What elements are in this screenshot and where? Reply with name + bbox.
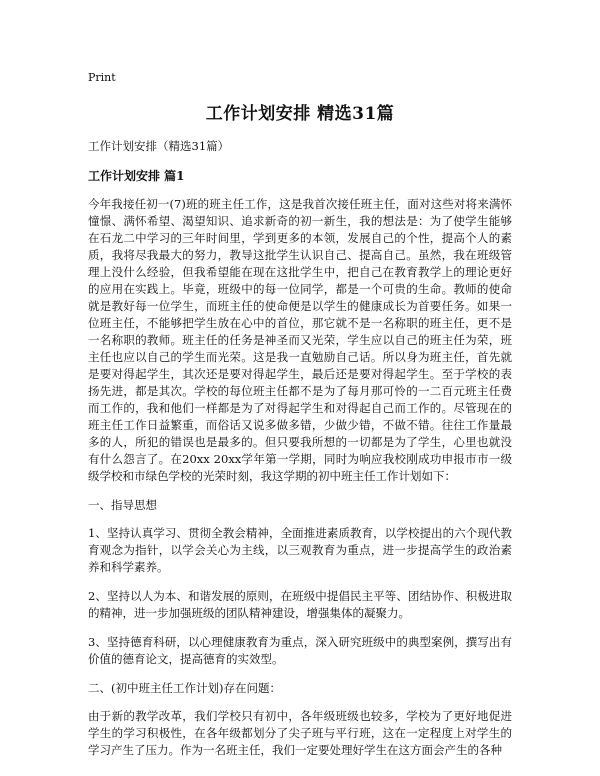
intro-paragraph: 今年我接任初一(7)班的班主任工作，这是我首次接任班主任，面对这些对将来满怀憧憬、满怀希望、渴望知识、追求新奇的初一新生，我的想法是：为了使学生能够在石龙二中学习的三年时间里，学到更多的本领，发展自己的个性，提高个人的素质，我将尽我最大的努力，教导这批学生认识自己、提高自己。虽然，我在班级管理上没什么经验，但我希望能在现在这批学生中，把自己在教育教学上的理论更好的应用在实践上。毕竟，班级中的每一位同学，都是一个可贵的生命。教师的使命就是教好每一位学生，而班主任的使命便是以学生的健康成长为首要任务。如果一位班主任，不能够把学生放在心中的首位，那它就不是一名称职的班主任，更不是一名称职的教师。班主任的任务是神圣而又光荣，学生应以自己的班主任为荣，班主任也应以自己的学生而光荣。这是我一直勉励自己话。所以身为班主任，首先就是要对得起学生，其次还是要对得起学生，最后还是要对得起学生。至于学校的表扬先进，都是其次。学校的每位班主任都不是为了每月那可怜的一二百元班主任费而工作的，我和他们一样都是为了对得起学生和对得起自己而工作的。尽管现在的班主任工作日益繁重，而俗话又说多做多错，少做少错，不做不错。往往工作量最多的人，所犯的错误也是最多的。但只要我所想的一切都是为了学生，心里也就没有什么怨言了。在20xx 20xx学年第一学期，同时为响应我校刚成功申报市市一级级学校和市绿色学校的光荣时刻，我这学期的初中班主任工作计划如下： (88, 197, 512, 483)
guiding-ideology-heading: 一、指导思想 (88, 498, 157, 512)
document-subtitle: 工作计划安排（精选31篇） (88, 139, 230, 153)
guideline-item-3: 3、坚持德育科研，以心理健康教育为重点，深入研究班级中的典型案例，撰写出有价值的德育论文，提高德育的实效型。 (88, 635, 512, 666)
existing-problems-heading: 二、(初中班主任工作计划)存在问题： (88, 681, 281, 695)
document-title: 工作计划安排 精选31篇 (205, 104, 395, 124)
problems-paragraph: 由于新的教学改革，我们学校只有初中，各年级班级也较多，学校为了更好地促进学生的学习积极性，在各年级都划分了尖子班与平行班，这在一定程度上对学生的学习产生了压力。作为一名班主任，我们一定要处理好学生在这方面会产生的各种 (88, 709, 512, 757)
section-heading: 工作计划安排 篇1 (88, 169, 185, 183)
guideline-item-2: 2、坚持以人为本、和谐发展的原则，在班级中提倡民主平等、团结协作、积极进取的精神，进一步加强班级的团队精神建设，增强集体的凝聚力。 (88, 589, 512, 620)
print-label[interactable]: Print (88, 71, 116, 84)
guideline-item-1: 1、坚持认真学习、贯彻全教会精神，全面推进素质教育，以学校提出的六个现代教育观念为指针，以学会关心为主线，以三观教育为重点，进一步提高学生的政治素养和科学素养。 (88, 526, 512, 574)
